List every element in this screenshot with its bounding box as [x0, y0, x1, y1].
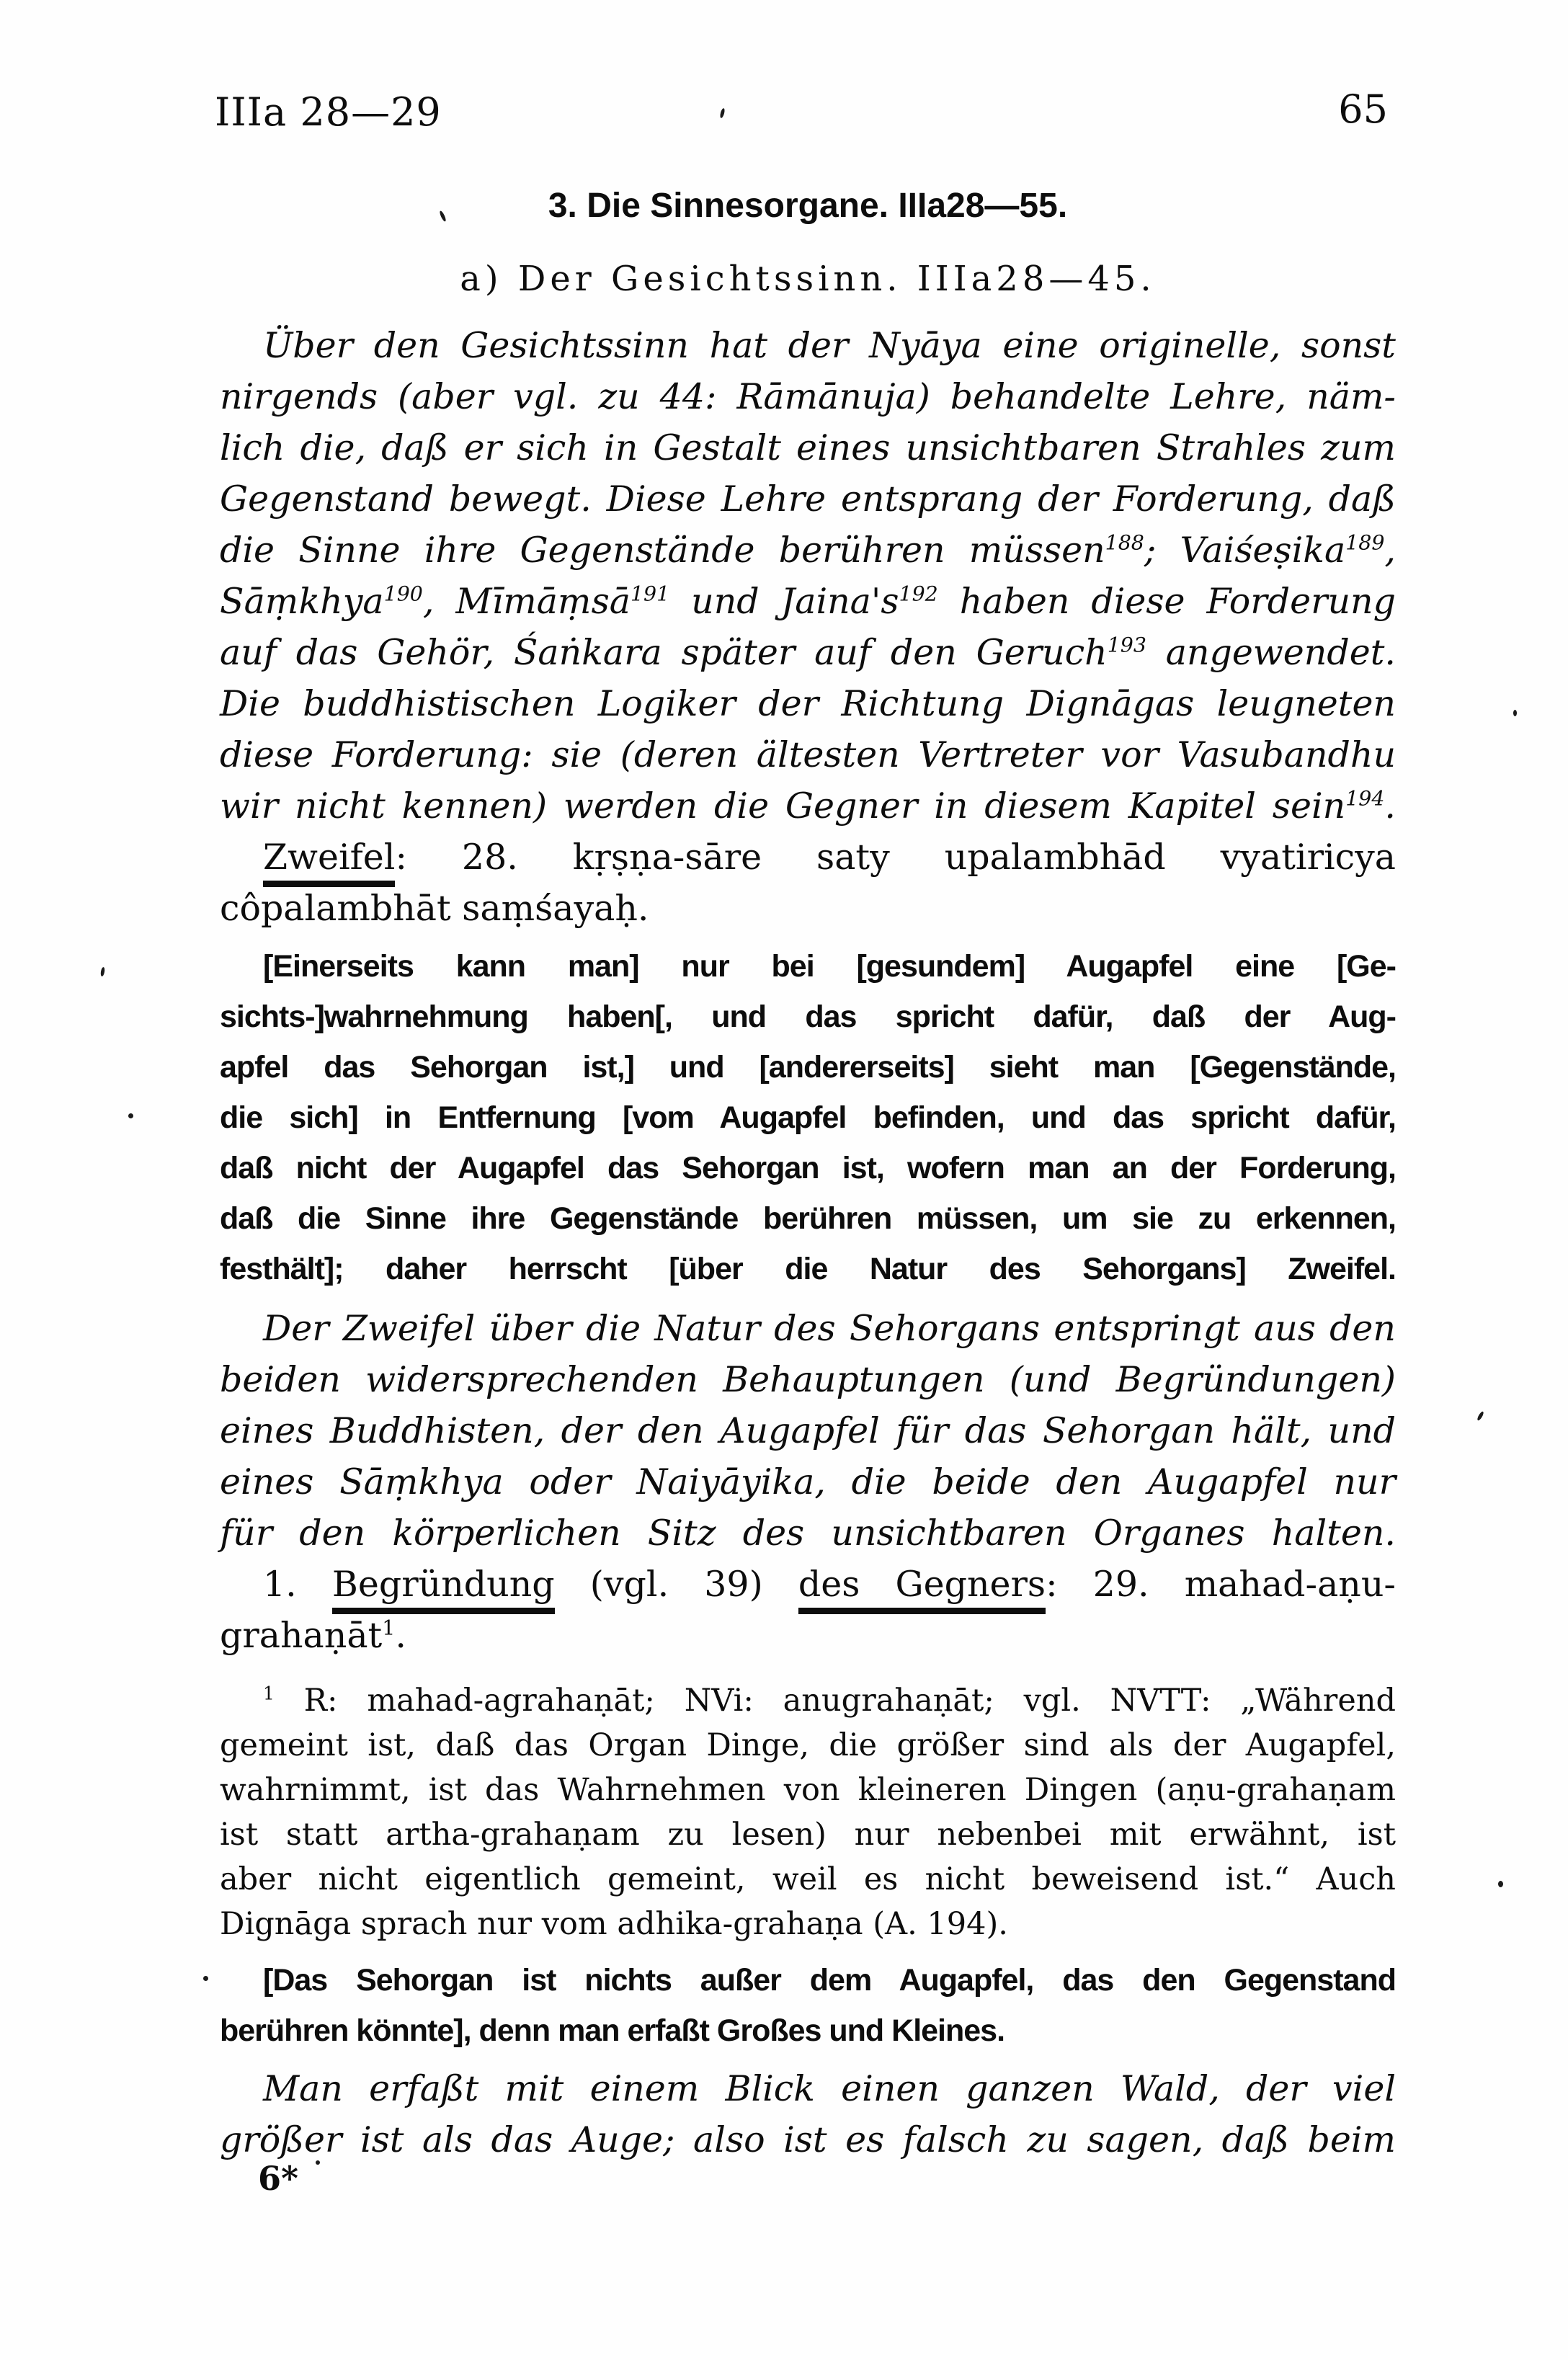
- text-line: [220, 1955, 1396, 2005]
- scan-speck: [719, 108, 725, 119]
- scan-speck: [203, 1976, 208, 1981]
- text-segment: : 29. mahad-aṇu-: [1046, 1564, 1396, 1605]
- paragraph-translation-29: [220, 1955, 1396, 2056]
- text-line: [220, 371, 1396, 422]
- text-segment: ist statt artha-grahaṇam zu lesen) nur nebenbei mit erwähnt, ist: [220, 1817, 1396, 1853]
- text-segment: und Jaina's: [669, 581, 899, 622]
- text-column: [220, 320, 1396, 2165]
- text-line: [220, 1902, 1396, 1946]
- page-number: 65: [1338, 86, 1388, 132]
- text-line: [220, 2005, 1396, 2056]
- text-segment: (vgl. 39): [554, 1564, 798, 1605]
- text-segment: Der Zweifel über die Natur des Sehorgans entspringt aus den: [263, 1308, 1396, 1349]
- scan-speck: [1498, 1881, 1503, 1887]
- text-segment: nirgends (aber vgl. zu 44: Rāmānuja) behandelte Lehre, näm-: [220, 376, 1396, 417]
- text-segment: beiden widersprechenden Behauptungen (und Begründungen): [220, 1359, 1396, 1400]
- text-line: [220, 883, 1396, 934]
- text-segment: ; Vaiśeṣika: [1144, 530, 1346, 571]
- text-line: [220, 1610, 1396, 1661]
- text-line: [220, 1092, 1396, 1143]
- text-segment: die sich] in Entfernung [vom Augapfel befinden, und das spricht dafür,: [220, 1100, 1396, 1135]
- text-segment: [Das Sehorgan ist nichts außer dem Augapfel, das den Gegenstand: [263, 1963, 1396, 1998]
- text-segment: sichts-]wahrnehmung haben[, und das spricht dafür, daß der Aug-: [220, 999, 1396, 1034]
- text-segment: [Einerseits kann man] nur bei [gesundem] Augapfel eine [Ge-: [263, 949, 1396, 984]
- paragraph-translation-28: [220, 941, 1396, 1294]
- text-segment: die Sinne ihre Gegenstände berühren müssen: [220, 530, 1105, 571]
- text-line: [220, 1812, 1396, 1857]
- text-segment: auf das Gehör, Śaṅkara später auf den Geruch: [220, 632, 1108, 673]
- paragraph-sutra-29: [220, 1559, 1396, 1661]
- text-segment: wahrnimmt, ist das Wahrnehmen von kleineren Dingen (aṇu-grahaṇam: [220, 1772, 1396, 1808]
- underlined-text: des Gegners: [798, 1564, 1046, 1614]
- text-segment: Gegenstand bewegt. Diese Lehre entsprang der Forderung, daß: [220, 478, 1396, 520]
- text-segment: daß die Sinne ihre Gegenstände berühren müssen, um sie zu erkennen,: [220, 1201, 1396, 1236]
- text-line: [220, 1405, 1396, 1456]
- text-line: [220, 422, 1396, 473]
- underlined-text: Begründung: [332, 1564, 555, 1614]
- text-segment: wir nicht kennen) werden die Gegner in diesem Kapitel sein: [220, 785, 1346, 827]
- text-segment: .: [395, 1615, 406, 1656]
- text-line: [220, 992, 1396, 1042]
- text-line: [220, 320, 1396, 371]
- text-segment: daß nicht der Augapfel das Sehorgan ist, wofern man an der Forderung,: [220, 1151, 1396, 1185]
- text-segment: : 28. kṛṣṇa-sāre saty upalambhād vyatiricya: [395, 837, 1396, 878]
- text-segment: festhält]; daher herrscht [über die Natur des Sehorgans] Zweifel.: [220, 1252, 1396, 1286]
- superscript-ref: 190: [383, 582, 423, 606]
- paragraph-sutra-28: [220, 832, 1396, 934]
- section-heading: 3. Die Sinnesorgane. IIIa28—55.: [548, 187, 1068, 225]
- text-segment: angewendet.: [1146, 632, 1396, 673]
- text-line: [220, 780, 1396, 832]
- scan-speck: [1513, 710, 1517, 716]
- text-segment: eines Buddhisten, der den Augapfel für das Sehorgan hält, und: [220, 1410, 1396, 1451]
- text-segment: Die buddhistischen Logiker der Richtung Dignāgas leugneten: [220, 683, 1396, 724]
- text-segment: Sāṃkhya: [220, 581, 384, 622]
- text-line: [220, 2114, 1396, 2165]
- scan-speck: [316, 2160, 320, 2165]
- text-line: [220, 1354, 1396, 1405]
- superscript-ref: 194: [1345, 786, 1385, 811]
- superscript-ref: 192: [899, 582, 938, 606]
- superscript-ref: 188: [1105, 530, 1144, 555]
- paragraph-commentary-29: [220, 2063, 1396, 2165]
- text-line: [220, 1678, 1396, 1723]
- text-line: [220, 576, 1396, 627]
- text-line: [220, 1244, 1396, 1294]
- text-segment: lich die, daß er sich in Gestalt eines unsichtbaren Strahles zum: [220, 427, 1396, 468]
- text-line: [220, 832, 1396, 883]
- superscript-ref: 191: [630, 582, 670, 606]
- text-line: [220, 1723, 1396, 1768]
- text-segment: Über den Gesichtssinn hat der Nyāya eine originelle, sonst: [263, 325, 1396, 366]
- text-segment: für den körperlichen Sitz des unsichtbaren Organes halten.: [220, 1513, 1396, 1554]
- text-line: [220, 1768, 1396, 1812]
- text-line: [220, 729, 1396, 780]
- scan-speck: [128, 1113, 133, 1118]
- subsection-heading: a) Der Gesichtssinn. IIIa28—45.: [460, 259, 1156, 299]
- text-segment: côpalambhāt saṃśayaḥ.: [220, 888, 649, 929]
- running-header-section: IIIa 28—29: [215, 89, 442, 135]
- superscript-ref: 189: [1345, 530, 1385, 555]
- text-line: [220, 1559, 1396, 1610]
- text-line: [220, 1508, 1396, 1559]
- footnote-block: [220, 1678, 1396, 1946]
- text-line: [220, 627, 1396, 678]
- text-segment: Man erfaßt mit einem Blick einen ganzen Wald, der viel: [263, 2068, 1396, 2109]
- signature-mark: 6*: [258, 2159, 299, 2198]
- paragraph-commentary-28: [220, 1303, 1396, 1559]
- text-segment: apfel das Sehorgan ist,] und [andererseits] sieht man [Gegenstände,: [220, 1050, 1396, 1085]
- text-segment: grahaṇāt: [220, 1615, 383, 1656]
- text-segment: größer ist als das Auge; also ist es falsch zu sagen, daß beim: [220, 2119, 1396, 2160]
- text-line: [220, 1143, 1396, 1193]
- scan-speck: [1476, 1411, 1484, 1422]
- text-line: [220, 473, 1396, 525]
- superscript-ref: 193: [1107, 633, 1146, 657]
- text-segment: aber nicht eigentlich gemeint, weil es nicht beweisend ist.“ Auch: [220, 1861, 1396, 1897]
- text-segment: eines Sāṃkhya oder Naiyāyika, die beide den Augapfel nur: [220, 1461, 1396, 1502]
- text-segment: haben diese Forderung: [937, 581, 1396, 622]
- underlined-text: Zweifel: [263, 837, 395, 887]
- text-segment: 1.: [263, 1564, 332, 1605]
- text-segment: berühren könnte], denn man erfaßt Großes und Kleines.: [220, 2013, 1005, 2048]
- text-segment: R: mahad-agrahaṇāt; NVi: anugrahaṇāt; vgl. NVTT: „Während: [274, 1683, 1396, 1719]
- superscript-ref: 1: [263, 1683, 275, 1704]
- paragraph-intro: [220, 320, 1396, 832]
- text-line: [220, 678, 1396, 729]
- text-segment: Dignāga sprach nur vom adhika-grahaṇa (A. 194).: [220, 1906, 1008, 1942]
- superscript-ref: 1: [382, 1616, 396, 1640]
- text-line: [220, 1042, 1396, 1092]
- text-segment: , Mīmāṃsā: [422, 581, 631, 622]
- text-segment: gemeint ist, daß das Organ Dinge, die größer sind als der Augapfel,: [220, 1727, 1396, 1763]
- text-line: [220, 1857, 1396, 1902]
- scan-speck: [100, 967, 105, 977]
- text-segment: .: [1384, 785, 1396, 827]
- text-line: [220, 941, 1396, 992]
- text-line: [220, 525, 1396, 576]
- text-line: [220, 1193, 1396, 1244]
- text-segment: diese Forderung: sie (deren ältesten Vertreter vor Vasubandhu: [220, 734, 1396, 775]
- text-segment: ,: [1384, 530, 1396, 571]
- text-line: [220, 1456, 1396, 1508]
- text-line: [220, 2063, 1396, 2114]
- text-line: [220, 1303, 1396, 1354]
